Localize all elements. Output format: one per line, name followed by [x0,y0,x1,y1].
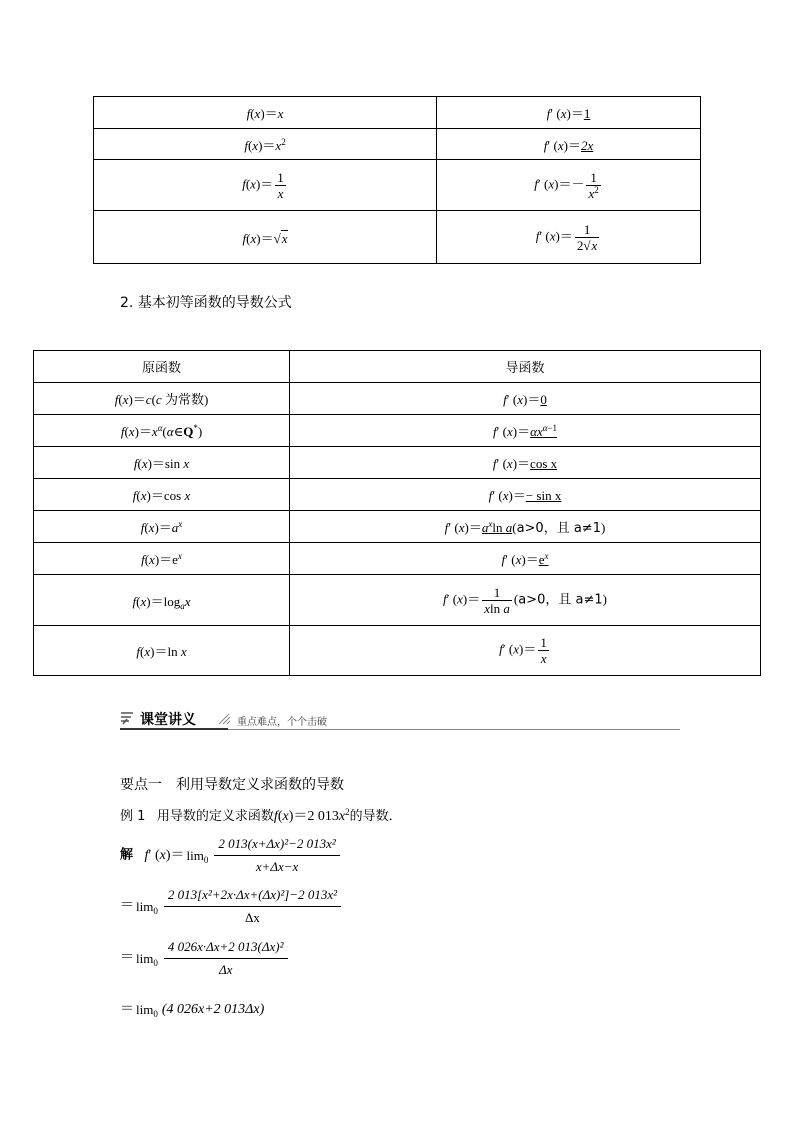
derivative-table-elementary [33,350,761,676]
table1-cell-deriv: f′ (x)＝1 [437,97,701,129]
table2-cell-func: $f(x)=\log_ax$ [34,575,290,626]
solution-line-2: ＝ $\lim_0$ $\frac{\text{2 013[x²+2x·Δx+(Δx)²]−2 013x²}}{\Delta x}$ [120,884,343,929]
solution-frac-num: 4 026x·Δx+2 013(Δx)² [164,936,288,959]
table2-cell-deriv: f′ $(x)=\alpha x^{\alpha-1}$ [290,415,761,447]
table2-cell-func: f(x)＝ln x [34,626,290,676]
solution-frac-num: 2 013(x+Δx)²−2 013x² [214,833,339,856]
banner-title: 课堂讲义 [140,712,196,728]
table2-cell-deriv: f′ (x)＝ $\frac{1}{x}$ [290,626,761,676]
banner-divider-thin [228,729,680,730]
table2-header-right: 导函数 [290,351,761,383]
lines-icon [120,711,134,725]
table2-cell-func: f(x)＝c(c 为常数) [34,383,290,415]
solution-line-3: ＝ $\lim_0$ $\frac{\text{4 026x·Δx+2 013(Δx)²}}{\Delta x}$ [120,936,290,981]
key-point-heading: 要点一 利用导数定义求函数的导数 [120,777,344,793]
solution-frac-den: x+Δx−x [255,859,299,874]
answer-two-x: 2x [580,137,594,153]
hatch-icon [217,713,231,725]
answer-one: 1 [583,106,591,121]
answer-neg-sin: − sin x [525,488,562,503]
example-line: 例 1 用导数的定义求函数f(x)＝2 $013x^2$的导数． [120,807,402,824]
table1-cell-deriv: f′ (x)＝－ $\frac{1}{x^2}$ [437,160,701,211]
solution-label: 解 [120,847,134,863]
table2-cell-func: f(x)＝sin x [34,447,290,479]
solution-frac-den: Δx [244,910,260,925]
table1-cell-func: f(x)＝ $\frac{1}{x}$ [94,160,437,211]
table2-cell-deriv: f′ (x)＝cos x [290,447,761,479]
answer-zero: 0 [540,392,547,407]
table2-cell-deriv: f′ (x)＝− sin x [290,479,761,511]
table2-cell-func: $f(x)=a^x$ [34,511,290,543]
example-label: 例 1 [120,809,146,824]
table2-cell-deriv: f′ (x)＝ $\frac{1}{\text{xln a}}$ (a>0，且 a≠1) [290,575,761,626]
table2-cell-deriv: f′ $(x)=e^x$ [290,543,761,575]
table1-cell-deriv: f′ (x)＝ $\frac{1}{2√x}$ [437,211,701,264]
solution-frac-den: Δx [218,962,233,977]
solution-frac-num: 2 013[x²+2x·Δx+(Δx)²]−2 013x² [164,884,341,907]
table2-cell-deriv: f′ $(x)=a^x\ln$ a(a>0，且 a≠1) [290,511,761,543]
table1-cell-func: $f(x)=x^2$ [94,129,437,160]
banner-divider [120,728,228,730]
section-banner [120,708,680,730]
table1-cell-func: f(x)＝√x [94,211,437,264]
section-title: 2. 基本初等函数的导数公式 [120,295,292,311]
table1-cell-deriv: f′ (x)＝2x [437,129,701,160]
answer-e: e [538,552,545,567]
table2-cell-func: $f(x)=x^\alpha(\alpha\in Q^*)$ [34,415,290,447]
cond-text: a>0，且 a≠1 [516,521,601,536]
solution-expression: (4 026x+2 013Δx) [161,1002,265,1017]
solution-line-1: 解 f′ $(x)= \lim_0$ $\frac{\text{2 013(x+Δx)²−2 013x²}}{x+\Delta x-x}$ [120,833,342,878]
answer-cos: cos x [530,456,558,471]
table2-cell-func: $f(x)=e^x$ [34,543,290,575]
banner-subtitle: 重点难点，个个击破 [237,717,327,728]
derivative-table-basic [93,96,701,264]
table2-header-left: 原函数 [34,351,290,383]
const-note: 为常数 [164,393,204,408]
table2-cell-deriv: f′ (x)＝0 [290,383,761,415]
cond-text: a>0，且 a≠1 [518,591,603,607]
table2-cell-func: f(x)＝cos x [34,479,290,511]
example-text-after: 的导数． [349,809,402,824]
example-text-before: 用导数的定义求函数 [156,809,274,824]
table1-cell-func: f(x)＝x [94,97,437,129]
solution-line-4: ＝ $\lim_0 (4$ 026x+2 013Δx) [120,1001,265,1019]
